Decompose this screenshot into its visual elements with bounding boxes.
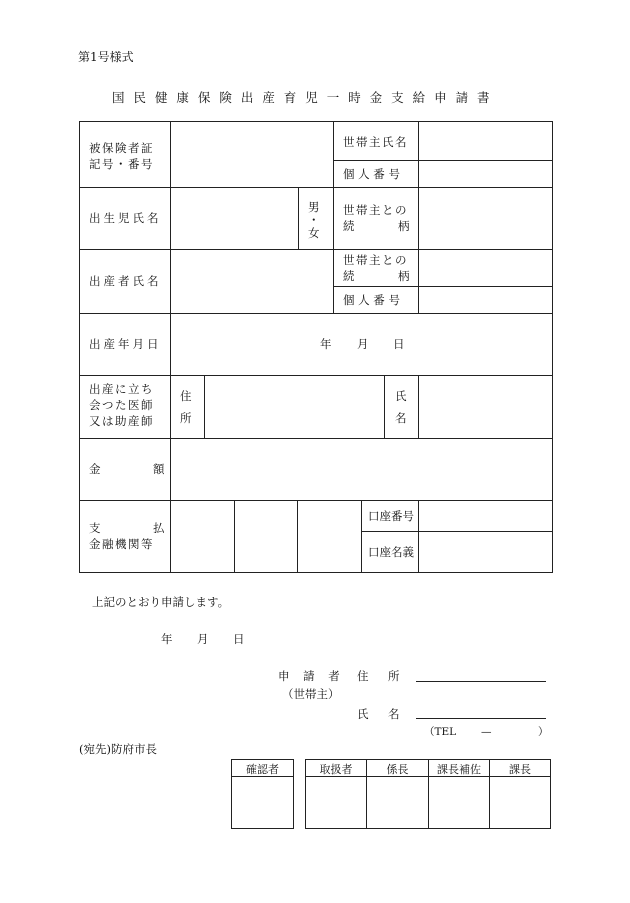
- declaration-text: 上記のとおり申請します。: [92, 595, 230, 609]
- form-title: 国 民 健 康 保 険 出 産 育 児 一 時 金 支 給 申 請 書: [112, 90, 491, 105]
- account-holder-label: 口座名義: [368, 545, 414, 559]
- individual-number-label: 個 人 番 号: [343, 167, 400, 181]
- tel-close: ）: [538, 726, 549, 738]
- applicant-address-line[interactable]: [416, 681, 546, 682]
- birth-date-year: 年: [320, 337, 332, 351]
- applicant-name-line[interactable]: [416, 718, 546, 719]
- mother-name-label: 出産者氏名: [89, 274, 162, 288]
- relation2-label-line1: 世帯主との: [343, 253, 408, 267]
- account-holder-field[interactable]: [419, 532, 552, 572]
- stamp-line: [231, 759, 294, 760]
- birth-date-day: 日: [393, 337, 405, 351]
- relation-label-char1: 続: [343, 219, 355, 233]
- address-label-char2: 所: [180, 411, 192, 425]
- relation-label-char2: 柄: [398, 219, 410, 233]
- tel-dash: —: [481, 726, 492, 738]
- individual-number-label-2: 個 人 番 号: [343, 293, 400, 307]
- table-line: [298, 187, 299, 249]
- mother-individual-number-field[interactable]: [419, 287, 552, 313]
- birth-date-label: 出産年月日: [89, 337, 162, 351]
- insured-number-label-line2: 記号・番号: [89, 157, 154, 171]
- individual-number-field[interactable]: [419, 161, 552, 187]
- bank-field-3[interactable]: [298, 501, 360, 572]
- relation2-label-char1: 続: [343, 269, 355, 283]
- addressee-text: (宛先)防府市長: [79, 742, 157, 756]
- application-date-year: 年: [161, 632, 173, 646]
- relation-label-line1: 世帯主との: [343, 203, 408, 217]
- payment-label-line2: 金融機関等: [89, 537, 154, 551]
- account-number-label: 口座番号: [368, 509, 414, 523]
- bank-field-1[interactable]: [171, 501, 233, 572]
- attendant-name-field[interactable]: [419, 376, 552, 438]
- table-border-bottom: [79, 572, 553, 573]
- stamp-confirmer-seal[interactable]: [232, 777, 293, 828]
- attendant-name-char1: 氏: [395, 389, 407, 403]
- insured-number-label-line1: 被保険者証: [89, 141, 154, 155]
- tel-field[interactable]: [460, 722, 535, 740]
- tel-open: （TEL: [424, 726, 457, 738]
- insured-number-field[interactable]: [171, 122, 332, 187]
- stamp-chief-seal[interactable]: [367, 777, 428, 828]
- bank-field-2[interactable]: [235, 501, 296, 572]
- birth-date-month: 月: [357, 337, 369, 351]
- amount-field[interactable]: [171, 439, 552, 500]
- stamp-section-chief-seal[interactable]: [490, 777, 550, 828]
- stamp-line: [550, 759, 551, 829]
- stamp-section-chief-label: 課長: [509, 763, 531, 776]
- amount-label-char1: 金: [89, 462, 101, 476]
- mother-name-field[interactable]: [171, 250, 332, 313]
- mother-relation-field[interactable]: [419, 250, 552, 286]
- householder-name-label: 世帯主氏名: [343, 135, 408, 149]
- attendant-name-char2: 名: [395, 411, 407, 425]
- sex-male-option[interactable]: 男: [308, 200, 320, 214]
- stamp-chief-label: 係長: [386, 763, 409, 776]
- payment-label-char2: 払: [153, 521, 165, 535]
- account-number-field[interactable]: [419, 501, 552, 531]
- applicant-householder-label: （世帯主）: [282, 687, 340, 701]
- table-border-right: [552, 121, 553, 573]
- attendant-label-line1: 出産に立ち: [89, 382, 154, 396]
- table-border-left: [79, 121, 80, 573]
- stamp-confirmer-label: 確認者: [246, 763, 279, 776]
- payment-label-char1: 支: [89, 521, 101, 535]
- stamp-deputy-chief-label: 課長補佐: [437, 763, 481, 776]
- table-line: [333, 121, 334, 313]
- application-date-day: 日: [233, 632, 245, 646]
- application-date-month: 月: [197, 632, 209, 646]
- attendant-label-line2: 会つた医師: [89, 398, 154, 412]
- applicant-name-label: 氏 名: [357, 707, 404, 721]
- stamp-handler-label: 取扱者: [319, 763, 353, 776]
- householder-name-field[interactable]: [419, 122, 552, 160]
- child-name-label: 出生児氏名: [89, 211, 162, 225]
- child-relation-field[interactable]: [419, 188, 552, 249]
- sex-separator: ・: [308, 213, 320, 227]
- attendant-address-field[interactable]: [205, 376, 383, 438]
- stamp-handler-seal[interactable]: [306, 777, 366, 828]
- table-line: [361, 500, 362, 572]
- stamp-line: [231, 828, 294, 829]
- table-line: [384, 375, 385, 438]
- applicant-label: 申 請 者: [278, 669, 345, 683]
- form-number: 第1号様式: [78, 50, 134, 64]
- sex-female-option[interactable]: 女: [308, 226, 320, 240]
- relation2-label-char2: 柄: [398, 269, 410, 283]
- stamp-line: [293, 759, 294, 829]
- attendant-label-line3: 又は助産師: [89, 414, 154, 428]
- stamp-deputy-chief-seal[interactable]: [429, 777, 489, 828]
- address-label-char1: 住: [180, 389, 192, 403]
- amount-label-char2: 額: [153, 462, 165, 476]
- child-name-field[interactable]: [171, 188, 297, 249]
- applicant-address-label: 住 所: [357, 669, 404, 683]
